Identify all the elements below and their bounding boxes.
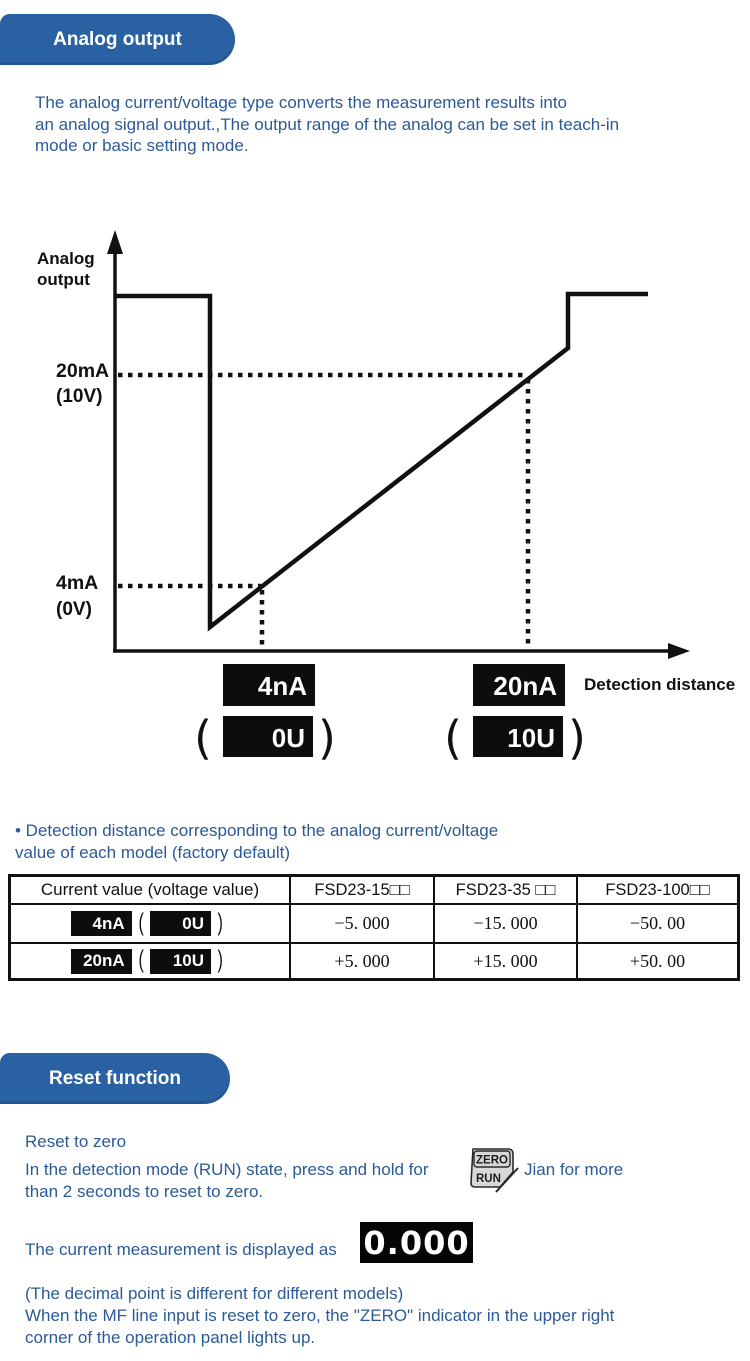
x-label-10u: 10U	[507, 723, 555, 753]
key-zero-label: ZERO	[476, 1154, 508, 1167]
reset-to-zero-subtitle: Reset to zero	[25, 1132, 127, 1151]
note-line-1: (The decimal point is different for different models)	[25, 1284, 404, 1303]
analog-intro-paragraph	[35, 92, 619, 157]
voltage-0u-badge: 0U	[150, 911, 211, 936]
paren-close: )	[217, 946, 223, 974]
measurement-display-value: 0.000	[363, 1223, 470, 1262]
paren-open-right: (	[444, 711, 462, 765]
table-header-current-value: Current value (voltage value)	[40, 880, 260, 899]
table-cell: −5. 000	[289, 903, 433, 942]
key-run-label: RUN	[476, 1173, 501, 1185]
x-label-0u: 0U	[271, 723, 305, 753]
table-cell: −15. 000	[433, 903, 576, 942]
reset-function-section-badge	[0, 1053, 230, 1104]
zero-run-key	[466, 1146, 522, 1199]
y-tick-4ma: 4mA	[56, 572, 99, 594]
intro-line-3: mode or basic setting mode.	[35, 136, 249, 155]
y-axis-arrow-icon	[107, 230, 123, 254]
analog-output-chart	[0, 225, 750, 795]
table-header-fsd23-15: FSD23-15□□	[289, 877, 433, 903]
reset-paragraph-line1: In the detection mode (RUN) state, press and hold for	[25, 1160, 429, 1179]
x-axis-arrow-icon	[668, 643, 690, 659]
analog-default-table	[8, 874, 740, 981]
voltage-10u-badge: 10U	[150, 949, 211, 974]
x-label-4na: 4nA	[257, 671, 307, 701]
reset-paragraph-line2: than 2 seconds to reset to zero.	[25, 1182, 264, 1201]
table-cell: +15. 000	[433, 942, 576, 978]
display-label: The current measurement is displayed as	[25, 1240, 337, 1259]
paren-close: )	[217, 909, 223, 937]
current-20na-badge: 20nA	[71, 949, 132, 974]
y-tick-20ma: 20mA	[56, 360, 110, 382]
table-header-fsd23-35: FSD23-35 □□	[433, 877, 576, 903]
x-label-20na: 20nA	[493, 671, 557, 701]
paren-open: (	[138, 909, 144, 937]
current-4na-badge: 4nA	[71, 911, 132, 936]
table-bullet-paragraph	[15, 820, 498, 863]
table-row	[11, 942, 289, 978]
bullet-line-1: • Detection distance corresponding to the analog current/voltage	[15, 821, 499, 840]
zero-run-key-icon	[466, 1146, 522, 1194]
table-row	[11, 903, 289, 942]
measurement-display	[360, 1222, 473, 1263]
y-axis-title-line1: Analog	[37, 249, 95, 268]
reset-notes	[25, 1283, 614, 1349]
note-line-2: When the MF line input is reset to zero, the "ZERO" indicator in the upper right	[25, 1306, 615, 1325]
reset-paragraph-after-key: Jian for more	[524, 1160, 624, 1179]
x-axis-title: Detection distance	[584, 675, 736, 694]
paren-close-right: )	[568, 711, 586, 765]
note-line-3: corner of the operation panel lights up.	[25, 1328, 316, 1347]
analog-output-curve	[115, 294, 648, 627]
intro-line-2: an analog signal output.,The output range of the analog can be set in teach-in	[35, 114, 620, 134]
table-cell: −50. 00	[576, 903, 737, 942]
table-cell: +5. 000	[289, 942, 433, 978]
paren-close-left: )	[318, 711, 336, 765]
y-tick-10v: (10V)	[56, 386, 103, 407]
table-cell: +50. 00	[576, 942, 737, 978]
bullet-line-2: value of each model (factory default)	[15, 842, 290, 862]
paren-open: (	[138, 946, 144, 974]
intro-line-1: The analog current/voltage type converts the measurement results into	[35, 93, 568, 112]
y-tick-0v: (0V)	[56, 599, 92, 620]
paren-open-left: (	[194, 711, 212, 765]
analog-output-section-badge	[0, 14, 235, 65]
y-axis-title-line2: output	[37, 270, 90, 289]
reset-function-badge-label: Reset function	[49, 1067, 181, 1089]
analog-output-badge-label: Analog output	[53, 28, 182, 50]
table-header-fsd23-100: FSD23-100□□	[576, 877, 737, 903]
